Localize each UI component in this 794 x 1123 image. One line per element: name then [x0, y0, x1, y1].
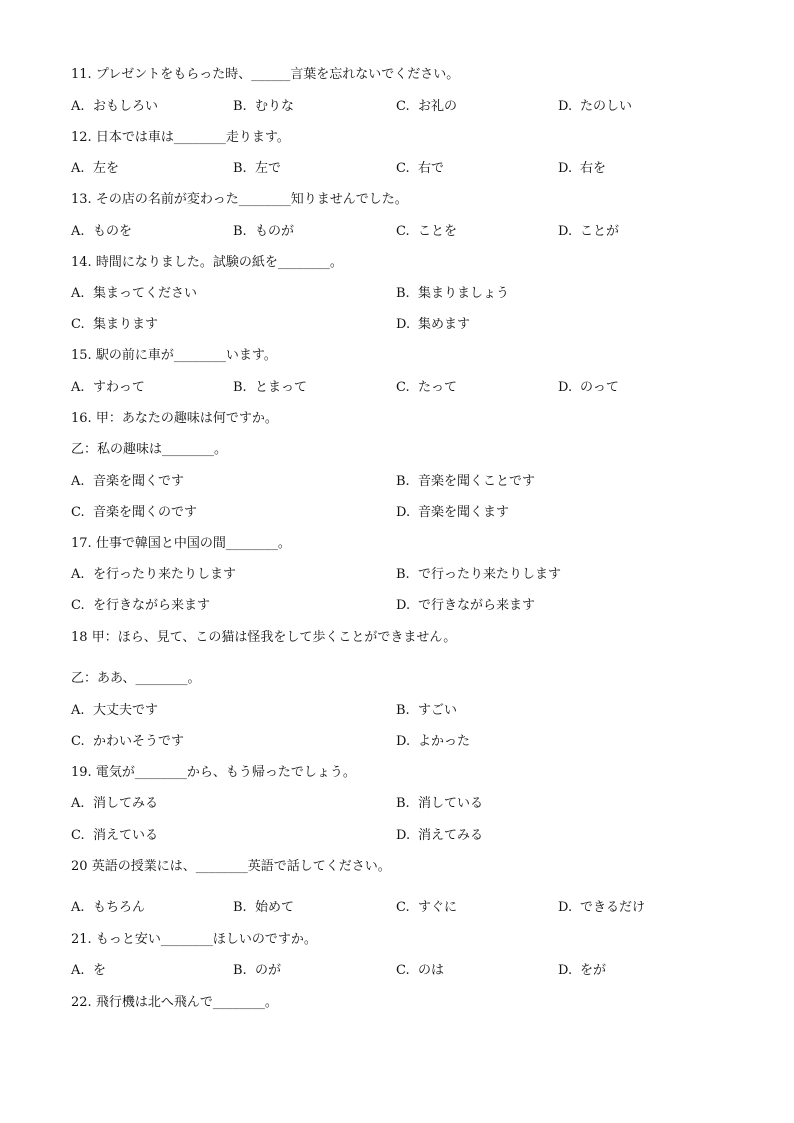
option-text: よかった [418, 734, 471, 749]
option-letter: D. [558, 900, 573, 915]
question-prompt: その店の名前が変わった________知りませんでした。 [95, 192, 408, 207]
question-16-reply: 乙：私の趣味は________。 [71, 442, 228, 457]
option-letter: C. [396, 99, 410, 114]
option-20-b[interactable] [233, 900, 294, 916]
option-21-d[interactable] [558, 963, 606, 979]
question-18-reply: 乙：ああ、________。 [71, 671, 201, 686]
option-20-c[interactable] [396, 900, 457, 916]
option-14-d[interactable] [396, 317, 470, 333]
option-17-b[interactable] [396, 567, 561, 583]
option-12-d[interactable] [558, 161, 606, 177]
option-letter: A. [71, 963, 85, 978]
question-prompt: 日本では車は________走ります。 [95, 130, 290, 145]
question-prompt: 電気が________から、もう帰ったでしょう。 [95, 765, 356, 780]
option-19-b[interactable] [396, 796, 483, 812]
option-text: で行ったり来たりします [418, 567, 562, 582]
option-letter: B. [396, 703, 410, 718]
question-number: 12. [71, 130, 92, 145]
option-letter: D. [396, 598, 411, 613]
option-text: 音楽を聞くです [93, 474, 185, 489]
option-19-a[interactable] [71, 796, 158, 812]
option-15-a[interactable] [71, 380, 145, 396]
option-letter: D. [558, 161, 573, 176]
option-letter: A. [71, 900, 85, 915]
option-letter: D. [396, 505, 411, 520]
option-21-c[interactable] [396, 963, 444, 979]
option-12-a[interactable] [71, 161, 119, 177]
option-16-c[interactable] [71, 505, 197, 521]
option-text: をが [580, 963, 607, 978]
option-14-a[interactable] [71, 286, 197, 302]
question-22 [71, 995, 278, 1011]
question-prompt: 仕事で韓国と中国の間________。 [95, 536, 291, 551]
option-text: おもしろい [93, 99, 159, 114]
option-text: 消えている [93, 828, 159, 843]
option-letter: A. [71, 796, 85, 811]
option-text: 消えてみる [418, 828, 484, 843]
question-number: 14. [71, 255, 92, 270]
question-number: 22. [71, 995, 92, 1010]
option-21-b[interactable] [233, 963, 281, 979]
option-text: 音楽を聞くのです [93, 505, 198, 520]
option-text: 音楽を聞くことです [418, 474, 536, 489]
option-17-a[interactable] [71, 567, 236, 583]
question-prompt: 飛行機は北へ飛んで________。 [95, 995, 278, 1010]
question-number: 15. [71, 348, 92, 363]
option-18-c[interactable] [71, 734, 184, 750]
option-text: のは [418, 963, 445, 978]
option-text: お礼の [418, 99, 458, 114]
question-14 [71, 255, 343, 271]
option-text: ことが [580, 224, 620, 239]
option-letter: D. [558, 99, 573, 114]
question-19 [71, 765, 356, 781]
option-text: 集まりましょう [418, 286, 510, 301]
option-letter: A. [71, 286, 85, 301]
option-text: 消してみる [93, 796, 159, 811]
option-letter: B. [396, 474, 410, 489]
option-letter: B. [396, 796, 410, 811]
option-letter: B. [396, 286, 410, 301]
option-text: を [93, 963, 107, 978]
option-letter: B. [233, 380, 247, 395]
option-12-b[interactable] [233, 161, 281, 177]
option-text: 大丈夫です [93, 703, 159, 718]
option-16-d[interactable] [396, 505, 509, 521]
option-19-c[interactable] [71, 828, 158, 844]
option-14-b[interactable] [396, 286, 509, 302]
option-12-c[interactable] [396, 161, 444, 177]
question-16 [71, 411, 278, 427]
option-letter: A. [71, 161, 85, 176]
option-13-a[interactable] [71, 224, 132, 240]
option-text: ことを [418, 224, 458, 239]
option-13-d[interactable] [558, 224, 619, 240]
option-11-b[interactable] [233, 99, 294, 115]
option-text: たのしい [580, 99, 633, 114]
option-18-a[interactable] [71, 703, 158, 719]
option-letter: A. [71, 224, 85, 239]
option-14-c[interactable] [71, 317, 158, 333]
option-text: 音楽を聞くます [418, 505, 510, 520]
option-letter: C. [71, 734, 85, 749]
option-text: のが [255, 963, 282, 978]
option-18-d[interactable] [396, 734, 470, 750]
question-12 [71, 130, 290, 146]
option-letter: A. [71, 380, 85, 395]
question-number: 16. [71, 411, 92, 426]
option-letter: C. [71, 505, 85, 520]
option-letter: A. [71, 474, 85, 489]
option-11-d[interactable] [558, 99, 632, 115]
option-letter: B. [233, 99, 247, 114]
option-text: すぐに [418, 900, 458, 915]
option-letter: D. [396, 317, 411, 332]
option-17-d[interactable] [396, 598, 535, 614]
option-letter: C. [396, 161, 410, 176]
option-text: 集まります [93, 317, 159, 332]
option-15-c[interactable] [396, 380, 457, 396]
option-letter: B. [233, 963, 247, 978]
option-text: かわいそうです [93, 734, 185, 749]
option-20-d[interactable] [558, 900, 645, 916]
question-prompt: 時間になりました。試験の紙を________。 [95, 255, 343, 270]
option-text: 左を [93, 161, 120, 176]
option-letter: C. [396, 380, 410, 395]
option-letter: B. [233, 224, 247, 239]
option-text: とまって [255, 380, 308, 395]
option-letter: D. [558, 380, 573, 395]
option-letter: C. [396, 963, 410, 978]
question-20 [71, 859, 391, 875]
option-text: 始めて [255, 900, 295, 915]
question-prompt: もっと安い________ほしいのですか。 [95, 932, 317, 947]
option-17-c[interactable] [71, 598, 210, 614]
option-text: 集めます [418, 317, 471, 332]
question-13 [71, 192, 408, 208]
option-text: 消している [418, 796, 484, 811]
question-prompt: 甲：あなたの趣味は何ですか。 [95, 411, 278, 426]
option-letter: D. [558, 224, 573, 239]
option-text: 右を [580, 161, 607, 176]
question-number: 20 [71, 859, 88, 874]
option-letter: C. [396, 224, 410, 239]
option-18-b[interactable] [396, 703, 457, 719]
option-13-b[interactable] [233, 224, 294, 240]
question-number: 21. [71, 932, 92, 947]
option-text: もちろん [93, 900, 146, 915]
option-11-c[interactable] [396, 99, 457, 115]
option-letter: B. [233, 900, 247, 915]
question-prompt: 甲：ほら、見て、この猫は怪我をして歩くことができません。 [91, 630, 457, 645]
option-letter: B. [396, 567, 410, 582]
option-letter: A. [71, 567, 85, 582]
option-16-b[interactable] [396, 474, 535, 490]
option-text: ものが [255, 224, 295, 239]
option-text: たって [418, 380, 458, 395]
option-text: を行きながら来ます [93, 598, 211, 613]
option-21-a[interactable] [71, 963, 106, 979]
option-text: できるだけ [580, 900, 646, 915]
option-13-c[interactable] [396, 224, 457, 240]
question-15 [71, 348, 277, 364]
option-text: ものを [93, 224, 133, 239]
question-prompt: プレゼントをもらった時、______言葉を忘れないでください。 [95, 67, 460, 82]
option-19-d[interactable] [396, 828, 483, 844]
question-21 [71, 932, 317, 948]
option-text: 集まってください [93, 286, 198, 301]
question-prompt: 英語の授業には、________英語で話してください。 [91, 859, 391, 874]
question-number: 17. [71, 536, 92, 551]
option-16-a[interactable] [71, 474, 184, 490]
question-number: 11. [71, 67, 92, 82]
option-15-d[interactable] [558, 380, 619, 396]
option-11-a[interactable] [71, 99, 158, 115]
question-11 [71, 67, 459, 83]
option-text: むりな [255, 99, 295, 114]
option-text: で行きながら来ます [418, 598, 536, 613]
option-15-b[interactable] [233, 380, 307, 396]
option-letter: C. [71, 828, 85, 843]
option-letter: C. [71, 317, 85, 332]
question-prompt: 駅の前に車が________います。 [95, 348, 277, 363]
option-letter: D. [558, 963, 573, 978]
option-text: 右で [418, 161, 445, 176]
option-letter: A. [71, 703, 85, 718]
option-letter: D. [396, 828, 411, 843]
option-text: すごい [418, 703, 458, 718]
option-20-a[interactable] [71, 900, 145, 916]
question-number: 13. [71, 192, 92, 207]
option-text: を行ったり来たりします [93, 567, 237, 582]
option-text: のって [580, 380, 619, 395]
question-17 [71, 536, 291, 552]
question-number: 18 [71, 630, 88, 645]
option-letter: C. [396, 900, 410, 915]
option-text: 左で [255, 161, 282, 176]
option-letter: A. [71, 99, 85, 114]
question-number: 19. [71, 765, 92, 780]
option-letter: B. [233, 161, 247, 176]
question-18 [71, 630, 456, 646]
option-letter: C. [71, 598, 85, 613]
option-text: すわって [93, 380, 145, 395]
option-letter: D. [396, 734, 411, 749]
